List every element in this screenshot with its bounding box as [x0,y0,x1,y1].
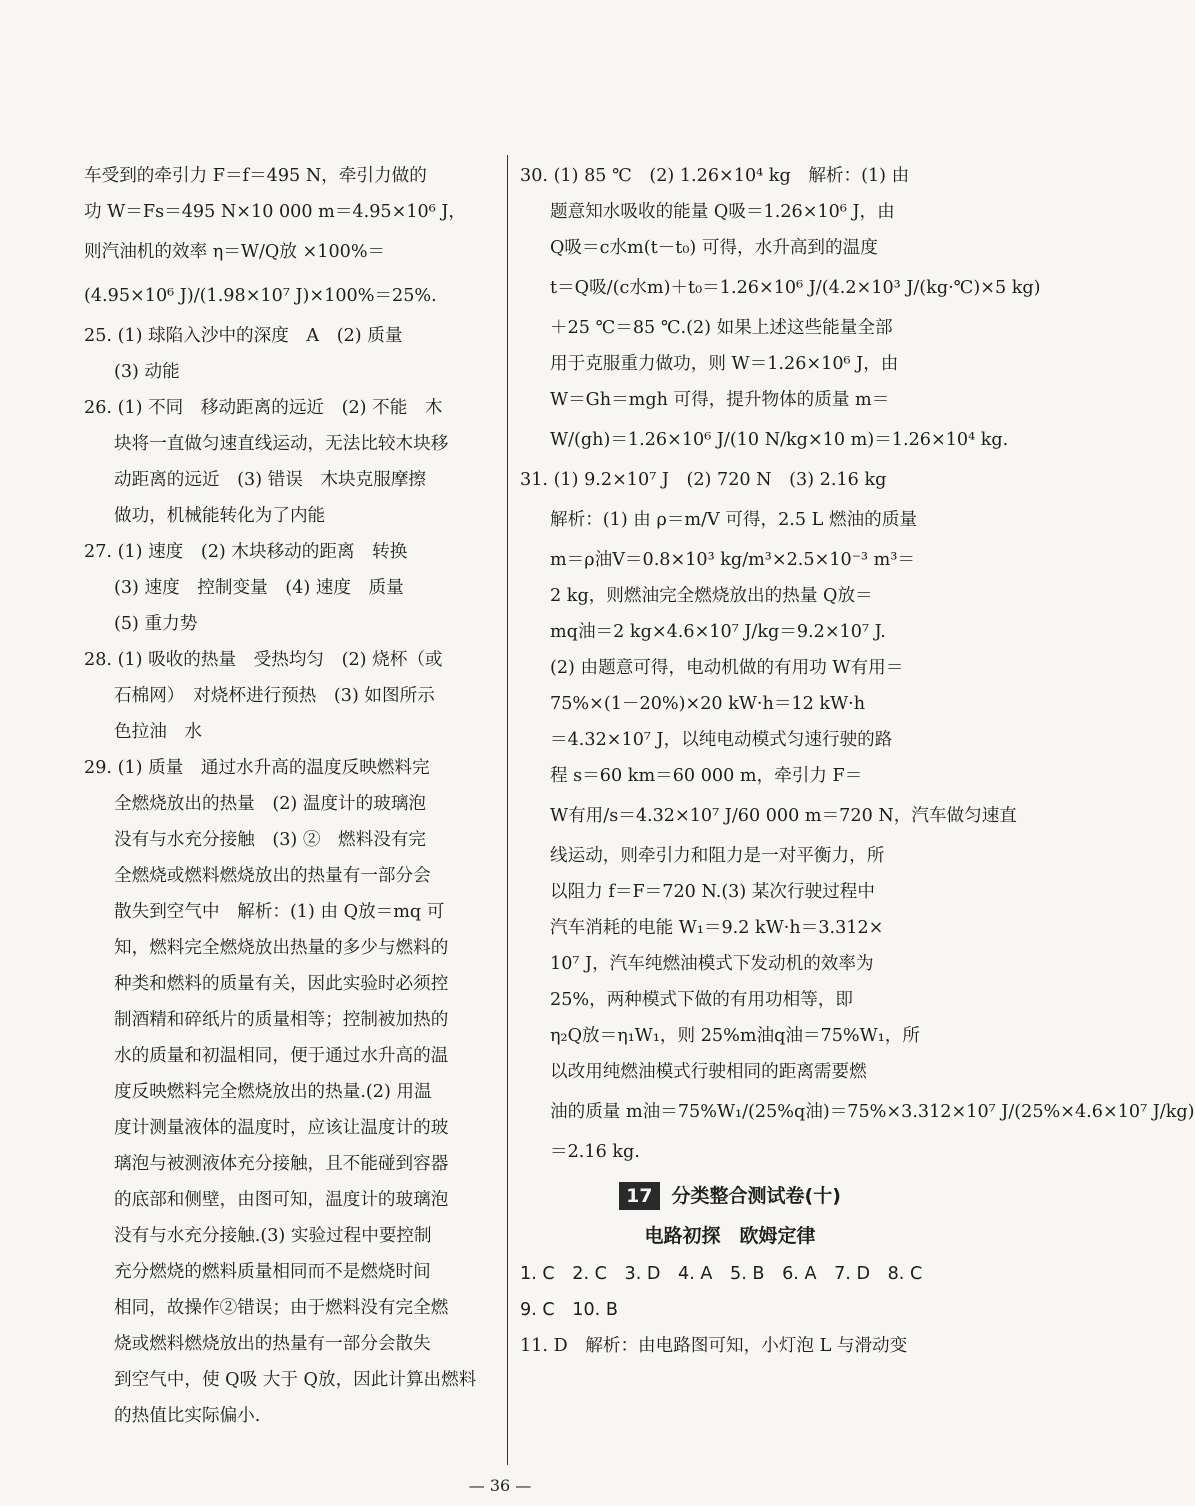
text-line: 2 kg，则燃油完全燃烧放出的热量 Q放＝ [550,586,873,606]
text-line: 做功，机械能转化为了内能 [114,506,326,526]
left-column [84,158,494,1434]
answer-row: 9. C 10. B [520,1300,618,1320]
text-line: W＝Gh＝mgh 可得，提升物体的质量 m＝ [550,390,890,410]
text-line: ＝2.16 kg. [550,1142,640,1162]
text-line: 功 W＝Fs＝495 N×10 000 m＝4.95×10⁶ J， [84,202,467,222]
section-title: 分类整合测试卷(十) [671,1185,841,1207]
text-line: 璃泡与被测液体充分接触，且不能碰到容器 [114,1154,449,1174]
text-line: 没有与水充分接触 (3) ② 燃料没有完 [114,830,427,850]
text-line: 的热值比实际偏小. [114,1406,261,1426]
text-line: 以阻力 f＝F＝720 N.(3) 某次行驶过程中 [550,882,875,902]
text-line: W有用/s＝4.32×10⁷ J/60 000 m＝720 N，汽车做匀速直 [550,806,1017,826]
answer-31: 31. (1) 9.2×10⁷ J (2) 720 N (3) 2.16 kg [520,470,887,490]
text-line: 油的质量 m油＝75%W₁/(25%q油)＝75%×3.312×10⁷ J/(25%×4.6×10⁷ J/kg) [550,1102,1195,1122]
answer-29: 29. (1) 质量 通过水升高的温度反映燃料完 [84,758,430,778]
section-number-badge: 17 [619,1182,659,1210]
text-line: 没有与水充分接触.(3) 实验过程中要控制 [114,1226,432,1246]
page-number: — 36 — [468,1476,532,1495]
text-line: 题意知水吸收的能量 Q吸＝1.26×10⁶ J，由 [550,202,895,222]
text-line: 种类和燃料的质量有关，因此实验时必须控 [114,974,449,994]
text-line: Q吸＝c水m(t－t₀) 可得，水升高到的温度 [550,238,878,258]
text-line: 度反映燃料完全燃烧放出的热量.(2) 用温 [114,1082,432,1102]
answer-25: 25. (1) 球陷入沙中的深度 A (2) 质量 [84,326,403,346]
text-line: 程 s＝60 km＝60 000 m，牵引力 F＝ [550,766,863,786]
text-line: 散失到空气中 解析：(1) 由 Q放＝mq 可 [114,902,445,922]
text-line: 石棉网） 对烧杯进行预热 (3) 如图所示 [114,686,435,706]
text-line: t＝Q吸/(c水m)＋t₀＝1.26×10⁶ J/(4.2×10³ J/(kg·℃)×5 kg) [550,278,1041,298]
text-line: 水的质量和初温相同，便于通过水升高的温 [114,1046,449,1066]
text-line: 车受到的牵引力 F＝f＝495 N，牵引力做的 [84,166,427,186]
text-line: 到空气中，使 Q吸 大于 Q放，因此计算出燃料 [114,1370,477,1390]
text-line: 全燃烧或燃料燃烧放出的热量有一部分会 [114,866,431,886]
section-heading [520,1176,940,1216]
text-line: 汽车消耗的电能 W₁＝9.2 kW·h＝3.312× [550,918,884,938]
answer-11: 11. D 解析：由电路图可知，小灯泡 L 与滑动变 [520,1336,908,1356]
text-line: 以改用纯燃油模式行驶相同的距离需要燃 [550,1062,867,1082]
text-line: 则汽油机的效率 η＝W/Q放 ×100%＝ [84,242,386,262]
text-line: η₂Q放＝η₁W₁，则 25%m油q油＝75%W₁，所 [550,1026,920,1046]
text-line: 色拉油 水 [114,722,202,742]
answer-28: 28. (1) 吸收的热量 受热均匀 (2) 烧杯（或 [84,650,443,670]
text-line: ＋25 ℃＝85 ℃.(2) 如果上述这些能量全部 [550,318,893,338]
text-line: 用于克服重力做功，则 W＝1.26×10⁶ J，由 [550,354,899,374]
answer-26: 26. (1) 不同 移动距离的远近 (2) 不能 木 [84,398,443,418]
section-subtitle: 电路初探 欧姆定律 [644,1225,816,1247]
text-line: 动距离的远近 (3) 错误 木块克服摩擦 [114,470,427,490]
right-column [520,158,1195,1364]
text-line: 相同，故操作②错误；由于燃料没有完全燃 [114,1298,449,1318]
text-line: 制酒精和碎纸片的质量相等；控制被加热的 [114,1010,449,1030]
text-line: 解析：(1) 由 ρ＝m/V 可得，2.5 L 燃油的质量 [550,510,917,530]
answer-30: 30. (1) 85 ℃ (2) 1.26×10⁴ kg 解析：(1) 由 [520,166,910,186]
text-line: (4.95×10⁶ J)/(1.98×10⁷ J)×100%＝25%. [84,286,437,306]
text-line: mq油＝2 kg×4.6×10⁷ J/kg＝9.2×10⁷ J. [550,622,886,642]
text-line: 度计测量液体的温度时，应该让温度计的玻 [114,1118,449,1138]
text-line: 10⁷ J，汽车纯燃油模式下发动机的效率为 [550,954,874,974]
text-line: 知，燃料完全燃烧放出热量的多少与燃料的 [114,938,449,958]
text-line: 全燃烧放出的热量 (2) 温度计的玻璃泡 [114,794,427,814]
text-line: 线运动，则牵引力和阻力是一对平衡力，所 [550,846,885,866]
text-line: W/(gh)＝1.26×10⁶ J/(10 N/kg×10 m)＝1.26×10⁴ kg. [550,430,1009,450]
text-line: 烧或燃料燃烧放出的热量有一部分会散失 [114,1334,431,1354]
text-line: ＝4.32×10⁷ J，以纯电动模式匀速行驶的路 [550,730,893,750]
answer-row: 1. C 2. C 3. D 4. A 5. B 6. A 7. D 8. C [520,1264,923,1284]
text-line: (2) 由题意可得，电动机做的有用功 W有用＝ [550,658,904,678]
text-line: 75%×(1－20%)×20 kW·h＝12 kW·h [550,694,866,714]
text-line: 充分燃烧的燃料质量相同而不是燃烧时间 [114,1262,431,1282]
text-line: 25%，两种模式下做的有用功相等，即 [550,990,854,1010]
text-line: 块将一直做匀速直线运动，无法比较木块移 [114,434,449,454]
column-divider [507,155,508,1465]
text-line: (3) 速度 控制变量 (4) 速度 质量 [114,578,404,598]
text-line: m＝ρ油V＝0.8×10³ kg/m³×2.5×10⁻³ m³＝ [550,550,915,570]
answer-27: 27. (1) 速度 (2) 木块移动的距离 转换 [84,542,408,562]
text-line: (5) 重力势 [114,614,198,634]
text-line: (3) 动能 [114,362,180,382]
text-line: 的底部和侧壁，由图可知，温度计的玻璃泡 [114,1190,449,1210]
